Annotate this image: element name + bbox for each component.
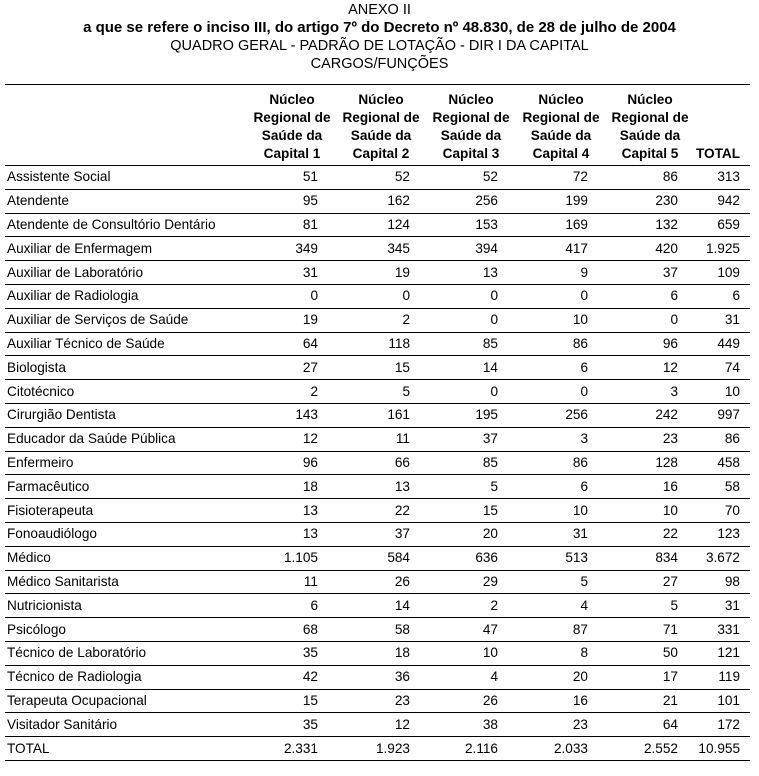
value-cell: 22 <box>336 499 426 523</box>
value-cell: 12 <box>336 713 426 737</box>
row-label: Citotécnico <box>5 380 248 404</box>
value-cell: 3 <box>516 427 606 451</box>
value-cell: 85 <box>426 332 516 356</box>
table-row <box>5 546 750 570</box>
column-header-line: Capital 3 <box>442 146 500 161</box>
table-subtitle: CARGOS/FUNÇÕES <box>310 56 449 72</box>
value-cell: 4 <box>426 665 516 689</box>
value-cell: 18 <box>336 641 426 665</box>
value-cell: 20 <box>516 665 606 689</box>
table-header-row <box>5 85 750 166</box>
row-total-cell: 1.925 <box>694 237 750 261</box>
value-cell: 256 <box>516 403 606 427</box>
table-row <box>5 380 750 404</box>
table-row <box>5 499 750 523</box>
document-header <box>0 0 759 73</box>
value-cell: 12 <box>248 427 336 451</box>
column-header-capital-1 <box>248 85 336 166</box>
row-label: Fisioterapeuta <box>5 499 248 523</box>
row-total-cell: 3.672 <box>694 546 750 570</box>
table-row <box>5 427 750 451</box>
value-cell: 124 <box>336 213 426 237</box>
value-cell: 18 <box>248 475 336 499</box>
value-cell: 36 <box>336 665 426 689</box>
value-cell: 23 <box>516 713 606 737</box>
annex-title: ANEXO II <box>348 2 411 18</box>
value-cell: 72 <box>516 166 606 190</box>
value-cell: 394 <box>426 237 516 261</box>
column-header-capital-4 <box>516 85 606 166</box>
row-label: TOTAL <box>5 737 248 761</box>
value-cell: 5 <box>606 594 694 618</box>
value-cell: 132 <box>606 213 694 237</box>
value-cell: 6 <box>606 284 694 308</box>
value-cell: 513 <box>516 546 606 570</box>
value-cell: 35 <box>248 641 336 665</box>
value-cell: 0 <box>426 380 516 404</box>
value-cell: 13 <box>248 522 336 546</box>
value-cell: 2.033 <box>516 737 606 761</box>
table-row <box>5 665 750 689</box>
column-header-line: Núcleo <box>448 92 494 107</box>
value-cell: 1.105 <box>248 546 336 570</box>
row-total-cell: 98 <box>694 570 750 594</box>
table-row <box>5 570 750 594</box>
row-label: Atendente <box>5 189 248 213</box>
column-header-line: Núcleo <box>538 92 584 107</box>
row-total-cell: 123 <box>694 522 750 546</box>
row-label: Auxiliar de Radiologia <box>5 284 248 308</box>
value-cell: 242 <box>606 403 694 427</box>
value-cell: 81 <box>248 213 336 237</box>
value-cell: 71 <box>606 618 694 642</box>
value-cell: 6 <box>516 475 606 499</box>
value-cell: 162 <box>336 189 426 213</box>
value-cell: 27 <box>248 356 336 380</box>
value-cell: 3 <box>606 380 694 404</box>
value-cell: 22 <box>606 522 694 546</box>
row-label: Auxiliar de Enfermagem <box>5 237 248 261</box>
value-cell: 47 <box>426 618 516 642</box>
total-column-header: TOTAL <box>695 146 740 161</box>
value-cell: 2.116 <box>426 737 516 761</box>
value-cell: 37 <box>606 261 694 285</box>
table-row <box>5 189 750 213</box>
row-total-cell: 86 <box>694 427 750 451</box>
value-cell: 4 <box>516 594 606 618</box>
value-cell: 199 <box>516 189 606 213</box>
value-cell: 31 <box>248 261 336 285</box>
value-cell: 21 <box>606 689 694 713</box>
value-cell: 86 <box>516 451 606 475</box>
row-label: Educador da Saúde Pública <box>5 427 248 451</box>
row-total-cell: 109 <box>694 261 750 285</box>
table-row <box>5 166 750 190</box>
value-cell: 51 <box>248 166 336 190</box>
value-cell: 87 <box>516 618 606 642</box>
column-header-capital-5 <box>606 85 694 166</box>
value-cell: 19 <box>248 308 336 332</box>
table-row <box>5 213 750 237</box>
column-header-line: Saúde da <box>619 128 681 143</box>
table-row <box>5 522 750 546</box>
column-header-line: Saúde da <box>530 128 592 143</box>
row-label: Auxiliar de Serviços de Saúde <box>5 308 248 332</box>
value-cell: 15 <box>336 356 426 380</box>
row-label: Médico Sanitarista <box>5 570 248 594</box>
row-label: Psicólogo <box>5 618 248 642</box>
value-cell: 0 <box>426 308 516 332</box>
value-cell: 10 <box>426 641 516 665</box>
table-row <box>5 618 750 642</box>
staffing-table <box>5 84 750 761</box>
value-cell: 42 <box>248 665 336 689</box>
column-header-capital-3 <box>426 85 516 166</box>
row-label: Farmacêutico <box>5 475 248 499</box>
row-total-cell: 31 <box>694 594 750 618</box>
column-header-capital-2 <box>336 85 426 166</box>
table-row <box>5 689 750 713</box>
table-title: QUADRO GERAL - PADRÃO DE LOTAÇÃO - DIR I DA CAPITAL <box>170 38 589 54</box>
value-cell: 37 <box>426 427 516 451</box>
column-header-line: Regional de <box>522 110 600 125</box>
value-cell: 2 <box>248 380 336 404</box>
value-cell: 0 <box>248 284 336 308</box>
value-cell: 52 <box>336 166 426 190</box>
row-total-cell: 997 <box>694 403 750 427</box>
value-cell: 420 <box>606 237 694 261</box>
value-cell: 5 <box>426 475 516 499</box>
value-cell: 14 <box>426 356 516 380</box>
value-cell: 86 <box>516 332 606 356</box>
row-total-cell: 101 <box>694 689 750 713</box>
value-cell: 345 <box>336 237 426 261</box>
value-cell: 834 <box>606 546 694 570</box>
value-cell: 118 <box>336 332 426 356</box>
value-cell: 64 <box>606 713 694 737</box>
row-label: Terapeuta Ocupacional <box>5 689 248 713</box>
value-cell: 0 <box>516 284 606 308</box>
row-total-cell: 31 <box>694 308 750 332</box>
value-cell: 153 <box>426 213 516 237</box>
value-cell: 5 <box>336 380 426 404</box>
table-row <box>5 261 750 285</box>
value-cell: 13 <box>248 499 336 523</box>
row-label: Atendente de Consultório Dentário <box>5 213 248 237</box>
row-total-cell: 10 <box>694 380 750 404</box>
row-total-cell: 659 <box>694 213 750 237</box>
table-row <box>5 594 750 618</box>
table-row <box>5 451 750 475</box>
value-cell: 29 <box>426 570 516 594</box>
value-cell: 13 <box>336 475 426 499</box>
total-row <box>5 737 750 761</box>
column-header-line: Regional de <box>432 110 510 125</box>
table-row <box>5 641 750 665</box>
value-cell: 6 <box>248 594 336 618</box>
row-label: Enfermeiro <box>5 451 248 475</box>
table-row <box>5 403 750 427</box>
column-header-line: Saúde da <box>261 128 323 143</box>
value-cell: 349 <box>248 237 336 261</box>
row-total-cell: 119 <box>694 665 750 689</box>
value-cell: 96 <box>248 451 336 475</box>
row-total-cell: 331 <box>694 618 750 642</box>
value-cell: 35 <box>248 713 336 737</box>
value-cell: 58 <box>336 618 426 642</box>
column-header-line: Saúde da <box>350 128 412 143</box>
value-cell: 16 <box>516 689 606 713</box>
value-cell: 16 <box>606 475 694 499</box>
label-column-header <box>5 85 248 166</box>
row-label: Visitador Sanitário <box>5 713 248 737</box>
row-label: Biologista <box>5 356 248 380</box>
table-row <box>5 237 750 261</box>
value-cell: 10 <box>606 499 694 523</box>
value-cell: 169 <box>516 213 606 237</box>
value-cell: 8 <box>516 641 606 665</box>
value-cell: 95 <box>248 189 336 213</box>
column-header-line: Capital 1 <box>263 146 321 161</box>
value-cell: 2.331 <box>248 737 336 761</box>
value-cell: 0 <box>426 284 516 308</box>
value-cell: 2 <box>426 594 516 618</box>
column-header-line: Núcleo <box>627 92 673 107</box>
column-header-line: Capital 2 <box>352 146 410 161</box>
table-row <box>5 475 750 499</box>
decree-reference: a que se refere o inciso III, do artigo 7º do Decreto nº 48.830, de 28 de julho de 2004 <box>83 19 676 36</box>
value-cell: 37 <box>336 522 426 546</box>
row-label: Técnico de Laboratório <box>5 641 248 665</box>
value-cell: 12 <box>606 356 694 380</box>
value-cell: 230 <box>606 189 694 213</box>
row-label: Cirurgião Dentista <box>5 403 248 427</box>
column-header-line: Regional de <box>611 110 689 125</box>
column-header-line: Capital 4 <box>532 146 590 161</box>
value-cell: 0 <box>336 284 426 308</box>
row-total-cell: 172 <box>694 713 750 737</box>
value-cell: 38 <box>426 713 516 737</box>
value-cell: 23 <box>606 427 694 451</box>
value-cell: 27 <box>606 570 694 594</box>
value-cell: 161 <box>336 403 426 427</box>
row-total-cell: 942 <box>694 189 750 213</box>
row-total-cell: 74 <box>694 356 750 380</box>
value-cell: 26 <box>426 689 516 713</box>
column-header-line: Núcleo <box>358 92 404 107</box>
value-cell: 13 <box>426 261 516 285</box>
value-cell: 10 <box>516 308 606 332</box>
value-cell: 256 <box>426 189 516 213</box>
value-cell: 195 <box>426 403 516 427</box>
value-cell: 5 <box>516 570 606 594</box>
value-cell: 31 <box>516 522 606 546</box>
table-row <box>5 713 750 737</box>
value-cell: 64 <box>248 332 336 356</box>
value-cell: 50 <box>606 641 694 665</box>
table-body <box>5 166 750 761</box>
value-cell: 0 <box>606 308 694 332</box>
value-cell: 9 <box>516 261 606 285</box>
row-label: Auxiliar Técnico de Saúde <box>5 332 248 356</box>
row-total-cell: 449 <box>694 332 750 356</box>
value-cell: 26 <box>336 570 426 594</box>
row-total-cell: 10.955 <box>694 737 750 761</box>
row-total-cell: 58 <box>694 475 750 499</box>
value-cell: 85 <box>426 451 516 475</box>
value-cell: 2.552 <box>606 737 694 761</box>
row-label: Técnico de Radiologia <box>5 665 248 689</box>
value-cell: 0 <box>516 380 606 404</box>
value-cell: 128 <box>606 451 694 475</box>
value-cell: 1.923 <box>336 737 426 761</box>
row-label: Médico <box>5 546 248 570</box>
row-label: Fonoaudiólogo <box>5 522 248 546</box>
column-header-line: Regional de <box>253 110 331 125</box>
value-cell: 20 <box>426 522 516 546</box>
table-row <box>5 308 750 332</box>
value-cell: 14 <box>336 594 426 618</box>
value-cell: 66 <box>336 451 426 475</box>
column-header-line: Capital 5 <box>621 146 679 161</box>
value-cell: 19 <box>336 261 426 285</box>
table-row <box>5 356 750 380</box>
value-cell: 52 <box>426 166 516 190</box>
value-cell: 6 <box>516 356 606 380</box>
row-total-cell: 313 <box>694 166 750 190</box>
value-cell: 636 <box>426 546 516 570</box>
value-cell: 96 <box>606 332 694 356</box>
column-header-line: Núcleo <box>269 92 315 107</box>
value-cell: 86 <box>606 166 694 190</box>
column-header-line: Saúde da <box>440 128 502 143</box>
table-row <box>5 332 750 356</box>
row-total-cell: 6 <box>694 284 750 308</box>
value-cell: 2 <box>336 308 426 332</box>
column-header-line: Regional de <box>342 110 420 125</box>
row-label: Assistente Social <box>5 166 248 190</box>
table-row <box>5 284 750 308</box>
row-total-cell: 121 <box>694 641 750 665</box>
row-label: Nutricionista <box>5 594 248 618</box>
row-total-cell: 70 <box>694 499 750 523</box>
value-cell: 15 <box>426 499 516 523</box>
value-cell: 17 <box>606 665 694 689</box>
value-cell: 10 <box>516 499 606 523</box>
value-cell: 143 <box>248 403 336 427</box>
value-cell: 11 <box>336 427 426 451</box>
value-cell: 68 <box>248 618 336 642</box>
row-label: Auxiliar de Laboratório <box>5 261 248 285</box>
value-cell: 11 <box>248 570 336 594</box>
value-cell: 15 <box>248 689 336 713</box>
value-cell: 584 <box>336 546 426 570</box>
value-cell: 23 <box>336 689 426 713</box>
row-total-cell: 458 <box>694 451 750 475</box>
value-cell: 417 <box>516 237 606 261</box>
